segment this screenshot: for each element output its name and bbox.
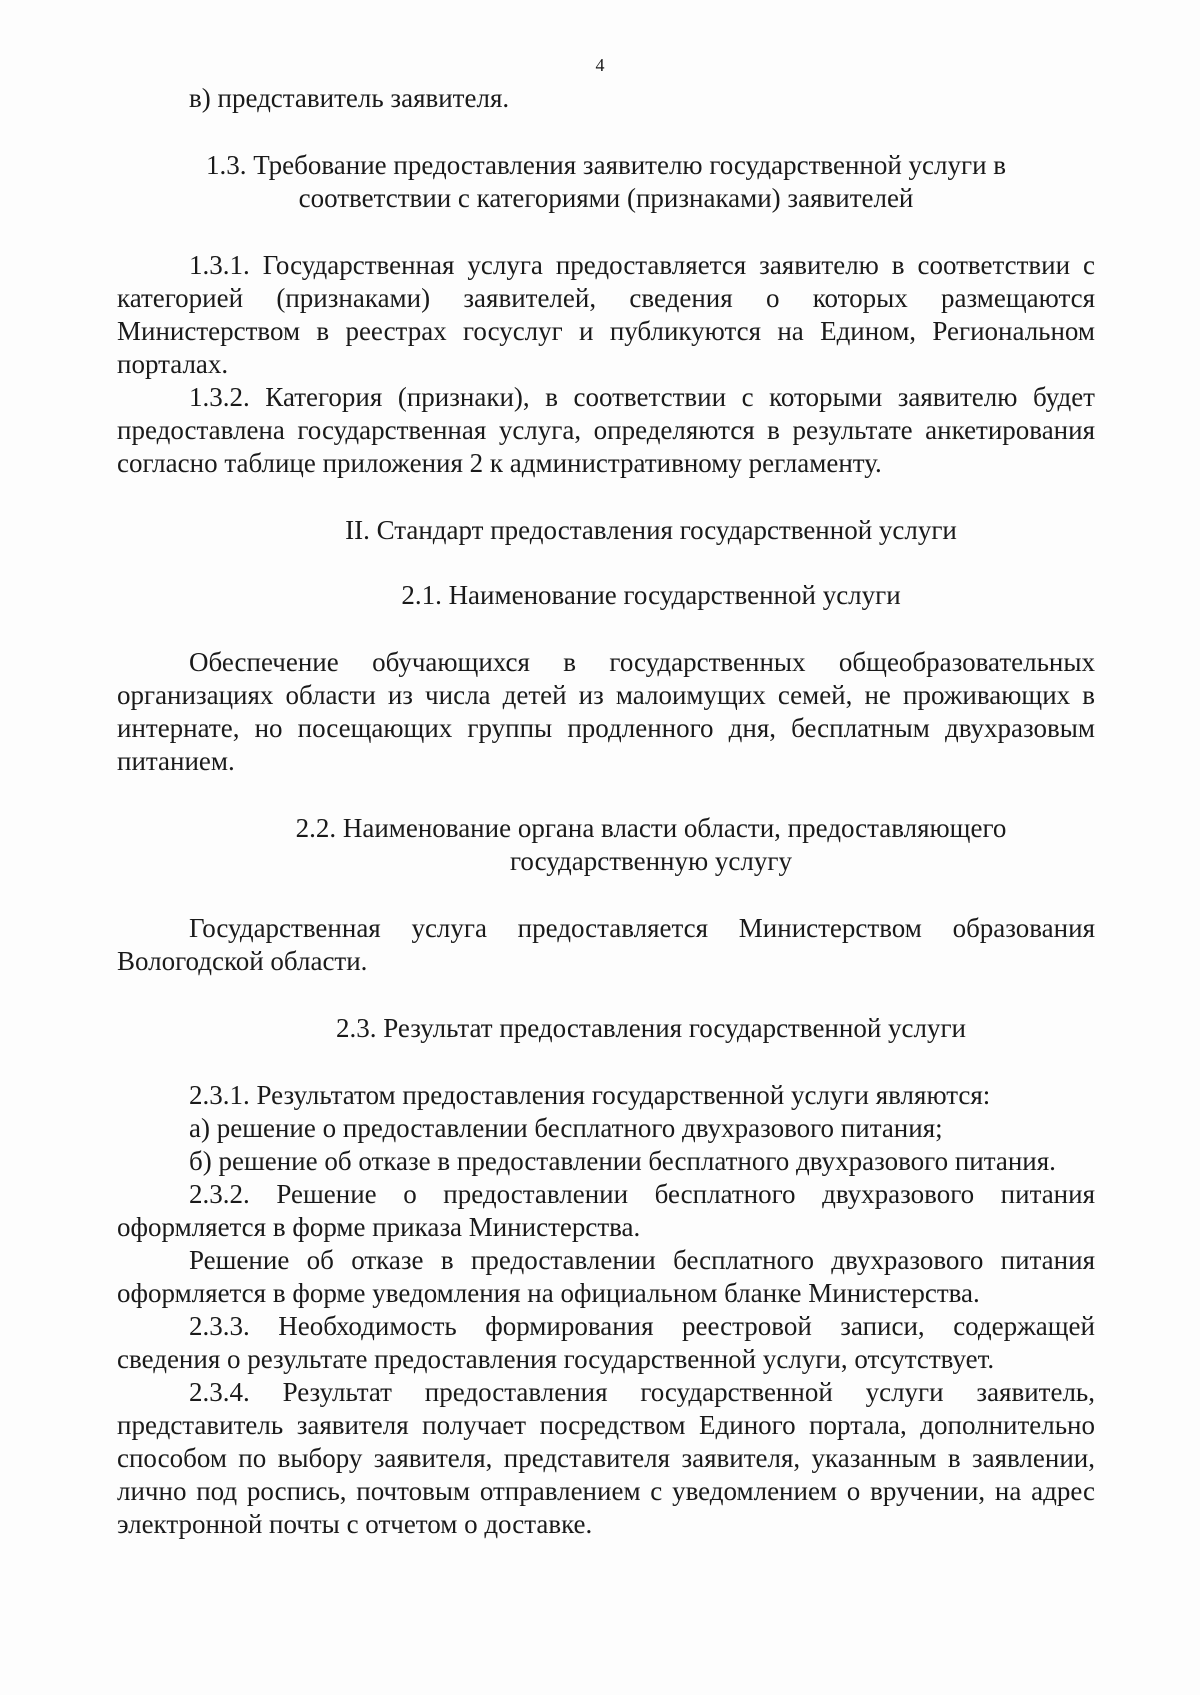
paragraph-1-3-2: 1.3.2. Категория (признаки), в соответствии с которыми заявителю будет предоставлена государственная услуга, определяются в результате анкетирования согласно таблице приложения 2 к административному регламенту. [117, 382, 1095, 478]
paragraph-1-3-1: 1.3.1. Государственная услуга предоставляется заявителю в соответствии с категорией (признаками) заявителей, сведения о которых размещаются Министерством в реестрах госуслуг и публикуются на Едином, Региональном порталах. [117, 250, 1095, 379]
paragraph-applicant-representative: в) представитель заявителя. [189, 83, 510, 113]
heading-2-1: 2.1. Наименование государственной услуги [401, 580, 901, 610]
heading-2-2 [117, 812, 1095, 878]
heading-1-3-line-1: 1.3. Требование предоставления заявителю государственной услуги в [205, 150, 1007, 180]
paragraph-2-3-2: 2.3.2. Решение о предоставлении бесплатного двухразового питания оформляется в форме приказа Министерства. [117, 1179, 1095, 1242]
paragraph-2-3-1-b: б) решение об отказе в предоставлении бесплатного двухразового питания. [189, 1146, 1056, 1176]
heading-2-3: 2.3. Результат предоставления государственной услуги [335, 1013, 967, 1043]
page-number: 4 [595, 55, 605, 75]
heading-2-2-line-2: государственную услугу [510, 846, 792, 876]
paragraph-2-2: Государственная услуга предоставляется Министерством образования Вологодской области. [117, 913, 1095, 976]
heading-1-3-line-2: соответствии с категориями (признаками) заявителей [298, 183, 914, 213]
heading-1-3 [117, 149, 1095, 215]
paragraph-2-3-4: 2.3.4. Результат предоставления государственной услуги заявитель, представитель заявителя получает посредством Единого портала, дополнительно способом по выбору заявителя, представителя заявителя, указанным в заявлении, лично под роспись, почтовым отправлением с уведомлением о вручении, на адрес электронной почты с отчетом о доставке. [117, 1377, 1095, 1539]
paragraph-2-1: Обеспечение обучающихся в государственных общеобразовательных организациях области из числа детей из малоимущих семей, не проживающих в интернате, но посещающих группы продленного дня, бесплатным двухразовым питанием. [117, 647, 1095, 776]
paragraph-2-3-2-refusal: Решение об отказе в предоставлении бесплатного двухразового питания оформляется в форме уведомления на официальном бланке Министерства. [117, 1245, 1095, 1308]
heading-section-2: II. Стандарт предоставления государственной услуги [345, 515, 957, 545]
paragraph-2-3-1: 2.3.1. Результатом предоставления государственной услуги являются: [189, 1080, 991, 1110]
document-body [117, 82, 1095, 1541]
paragraph-2-3-1-a: а) решение о предоставлении бесплатного двухразового питания; [189, 1113, 943, 1143]
paragraph-2-3-3: 2.3.3. Необходимость формирования реестровой записи, содержащей сведения о результате предоставления государственной услуги, отсутствует. [117, 1311, 1095, 1374]
heading-2-2-line-1: 2.2. Наименование органа власти области, предоставляющего [295, 813, 1007, 843]
